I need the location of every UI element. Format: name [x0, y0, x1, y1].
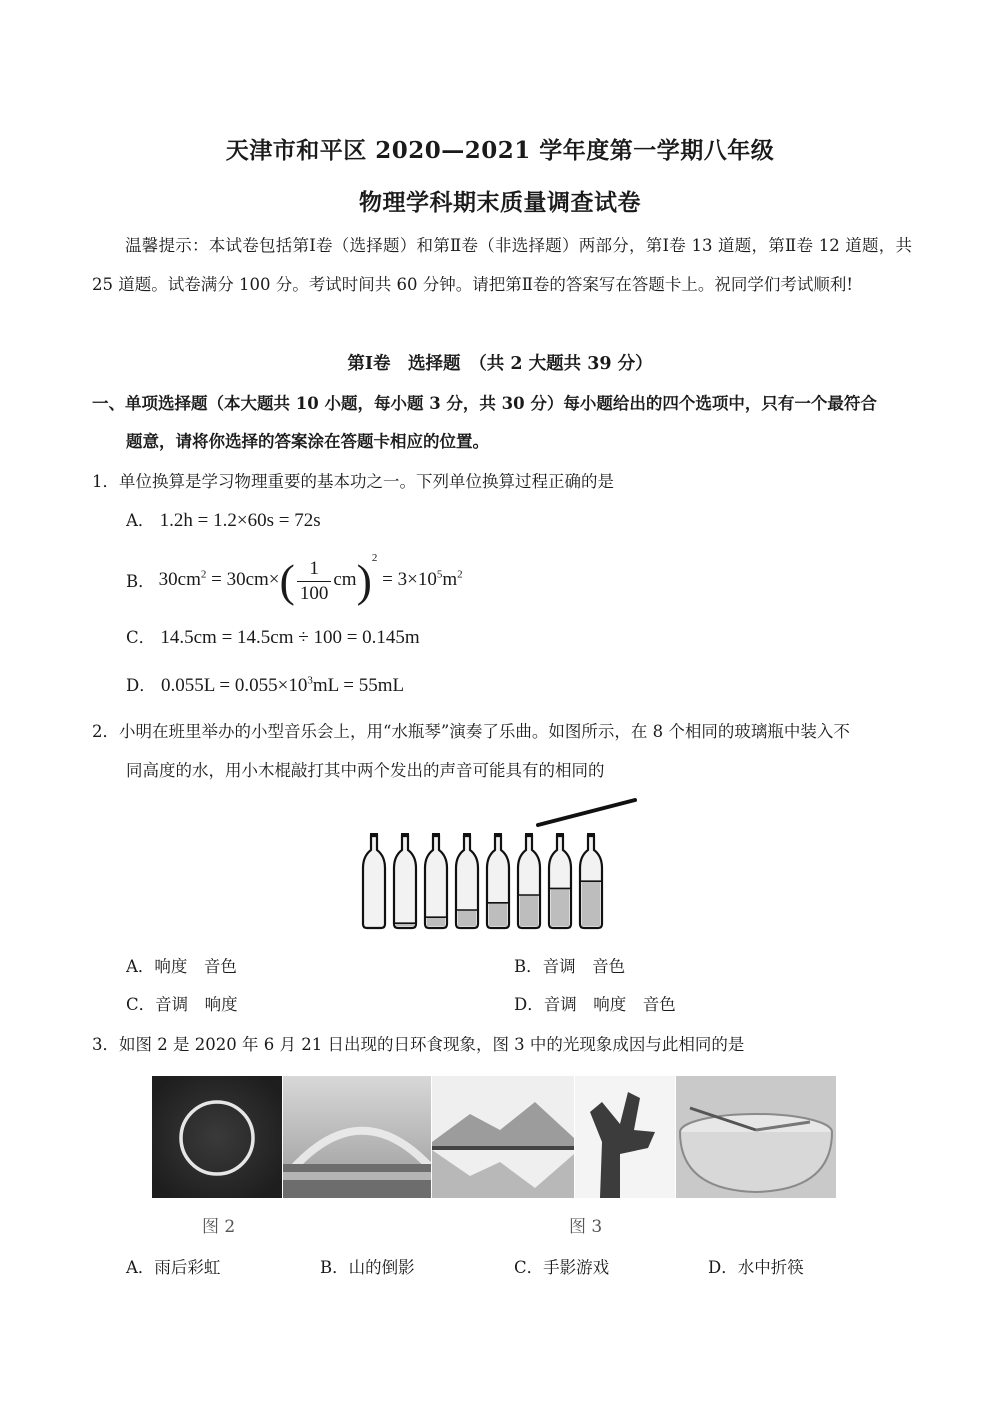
q1-option-a-label: A． [126, 511, 155, 530]
glass-bottle-8 [580, 833, 602, 928]
bottle-row [363, 833, 602, 928]
part1-instruction-line2: 题意，请将你选择的答案涂在答题卡相应的位置。 [126, 432, 489, 451]
q3-option-a: A．雨后彩虹 [126, 1258, 221, 1277]
q2-option-c: C．音调 响度 [126, 995, 238, 1014]
wooden-stick [538, 800, 635, 825]
q2-stem-line1: 2．小明在班里举办的小型音乐会上，用“水瓶琴”演奏了乐曲。如图所示，在 8 个相同的玻璃瓶中装入不 [92, 722, 850, 741]
mountain-reflection-photo [432, 1076, 574, 1198]
q1-b-lhs: 30cm [158, 569, 201, 591]
figure-2-caption: 图 2 [202, 1217, 236, 1237]
q2-option-d: D．音调 响度 音色 [514, 995, 676, 1014]
hand-shadow-photo [575, 1076, 675, 1198]
q1-d-post: mL = 55mL [312, 675, 405, 696]
glass-bottle-6 [518, 833, 540, 928]
q2-option-b: B．音调 音色 [514, 957, 626, 976]
exam-title-line2: 物理学科期末质量调查试卷 [359, 189, 641, 216]
q3-stem: 3．如图 2 是 2020 年 6 月 21 日出现的日环食现象，图 3 中的光现象成因与此相同的是 [92, 1035, 745, 1054]
q1-stem: 1．单位换算是学习物理重要的基本功之一。下列单位换算过程正确的是 [92, 472, 614, 491]
q1-option-d [126, 672, 404, 697]
bent-chopstick-photo [676, 1076, 836, 1198]
q1-b-mid: = 30cm× [211, 569, 280, 591]
q1-b-rhs-exp: 5 [436, 569, 443, 582]
q1-d-pre: 0.055L = 0.055×10 [160, 675, 308, 696]
q1-option-a [126, 507, 321, 532]
q3-option-d: D．水中折筷 [708, 1258, 804, 1277]
glass-bottle-1 [363, 833, 385, 928]
annular-eclipse-photo [152, 1076, 282, 1198]
q1-b-m: m [442, 569, 458, 591]
q1-b-paren-exp: 2 [371, 552, 378, 565]
water-bottle-xylophone-figure [350, 790, 650, 940]
figure-3-caption: 图 3 [569, 1217, 603, 1237]
glass-bottle-2 [394, 833, 416, 928]
q1-option-c [126, 624, 420, 649]
water-level [551, 888, 569, 926]
q3-option-c: C．手影游戏 [514, 1258, 610, 1277]
q1-option-a-expr: 1.2h = 1.2×60s = 72s [159, 510, 321, 531]
q1-b-m-exp: 2 [457, 569, 463, 582]
water-level [489, 903, 507, 926]
glass-bottle-3 [425, 833, 447, 928]
water-level [520, 895, 538, 926]
section-heading: 第Ⅰ卷 选择题 （共 2 大题共 39 分） [347, 354, 653, 374]
q3-option-b: B．山的倒影 [320, 1258, 415, 1277]
q1-option-b: B． $30cm^2 = 30cm\times$( $\frac{1}{100}$ $cm)^2 = 3\times 10^5m^2$ [126, 552, 463, 607]
water-level [458, 910, 476, 926]
q1-option-b-label: B． [126, 572, 155, 591]
q1-option-d-label: D． [126, 676, 156, 695]
part1-instruction-line1: 一、单项选择题（本大题共 10 小题，每小题 3 分，共 30 分）每小题给出的四个选项中，只有一个最符合 [92, 394, 877, 413]
q1-option-c-expr: 14.5cm = 14.5cm ÷ 100 = 0.145m [160, 627, 420, 648]
q1-b-unit: cm [333, 569, 357, 591]
q2-option-a: A．响度 音色 [126, 957, 237, 976]
glass-bottle-7 [549, 833, 571, 928]
q1-b-numerator: 1 [297, 557, 332, 582]
water-level [427, 917, 445, 926]
q1-b-denominator: 100 [299, 582, 329, 604]
q1-option-c-label: C． [126, 628, 156, 647]
intro-notice: 温馨提示：本试卷包括第Ⅰ卷（选择题）和第Ⅱ卷（非选择题）两部分，第Ⅰ卷 13 道题，第Ⅱ卷 12 道题，共 25 道题。试卷满分 100 分。考试时间共 60 分钟。请把第Ⅱ卷的答案写在答题卡上。祝同学们考试顺利! [92, 236, 912, 294]
q2-stem-line2: 同高度的水，用小木棍敲打其中两个发出的声音可能具有的相同的 [126, 761, 605, 780]
exam-title-line1: 天津市和平区 2020—2021 学年度第一学期八年级 [225, 137, 775, 164]
q1-b-rhs: = 3×10 [382, 569, 437, 591]
water-level [582, 881, 600, 926]
rainbow-photo [283, 1076, 431, 1198]
q1-d-exp: 3 [307, 674, 313, 687]
glass-bottle-5 [487, 833, 509, 928]
q1-b-lhs-exp: 2 [200, 569, 207, 582]
q1-b-fraction [297, 557, 332, 606]
q3-photo-strip [150, 1072, 840, 1202]
glass-bottle-4 [456, 833, 478, 928]
